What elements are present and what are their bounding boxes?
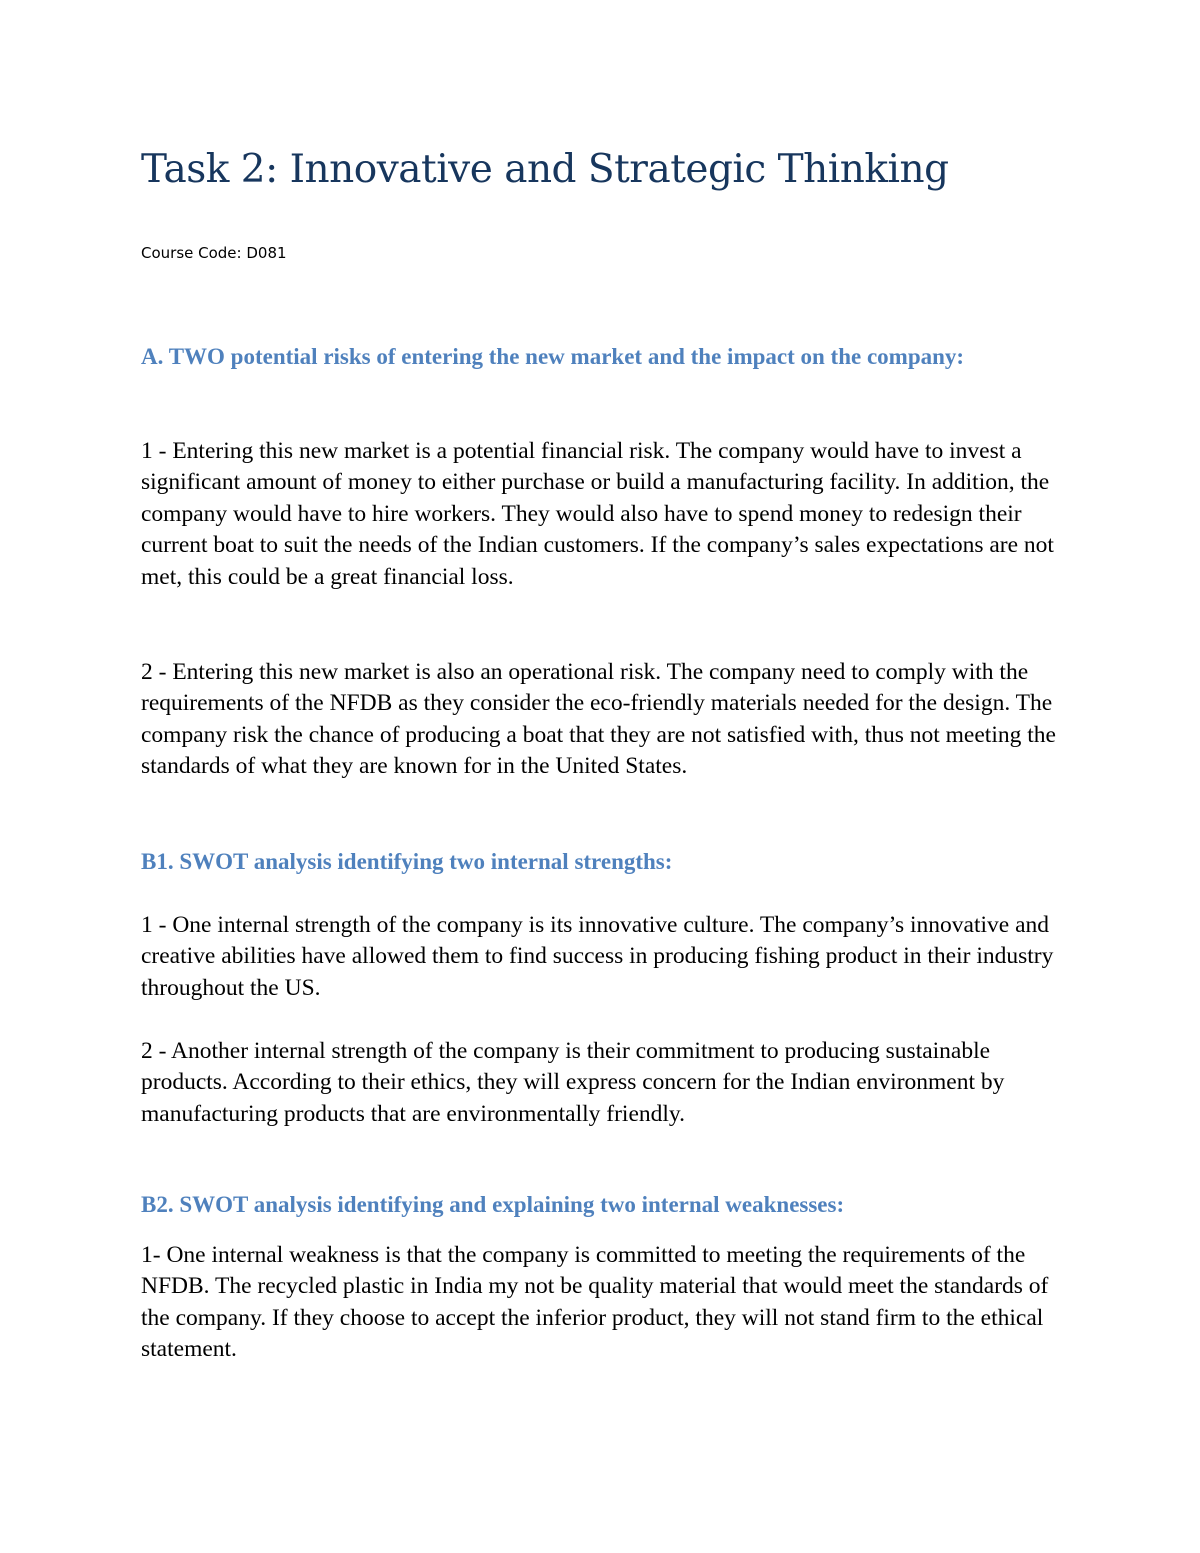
document-title: Task 2: Innovative and Strategic Thinking xyxy=(141,147,949,192)
section-a-heading: A. TWO potential risks of entering the new market and the impact on the company: xyxy=(141,344,965,369)
section-a-paragraph-2: 2 - Entering this new market is also an operational risk. The company need to comply with the requirements of the NFDB as they consider the eco-friendly materials needed for the design. The company risk the chance of producing a boat that they are not satisfied with, thus not meeting the standards of what they are known for in the United States. xyxy=(141,659,1056,780)
section-b2-paragraph-1: 1- One internal weakness is that the company is committed to meeting the requirements of the NFDB. The recycled plastic in India my not be quality material that would meet the standards of the company. If they choose to accept the inferior product, they will not stand firm to the ethical statement. xyxy=(141,1242,1049,1363)
section-a-paragraph-1: 1 - Entering this new market is a potential financial risk. The company would have to invest a significant amount of money to either purchase or build a manufacturing facility. In addition, the company would have to hire workers. They would also have to spend money to redesign their current boat to suit the needs of the Indian customers. If the company’s sales expectations are not met, this could be a great financial loss. xyxy=(141,438,1054,590)
section-b1-heading: B1. SWOT analysis identifying two internal strengths: xyxy=(141,849,673,874)
course-code: Course Code: D081 xyxy=(141,244,287,262)
section-b2-heading: B2. SWOT analysis identifying and explaining two internal weaknesses: xyxy=(141,1192,845,1217)
section-b1-paragraph-1: 1 - One internal strength of the company is its innovative culture. The company’s innovative and creative abilities have allowed them to find success in producing fishing product in their industry throughout the US. xyxy=(141,912,1054,1001)
section-b1-paragraph-2: 2 - Another internal strength of the company is their commitment to producing sustainable products. According to their ethics, they will express concern for the Indian environment by manufacturing products that are environmentally friendly. xyxy=(141,1038,1005,1127)
